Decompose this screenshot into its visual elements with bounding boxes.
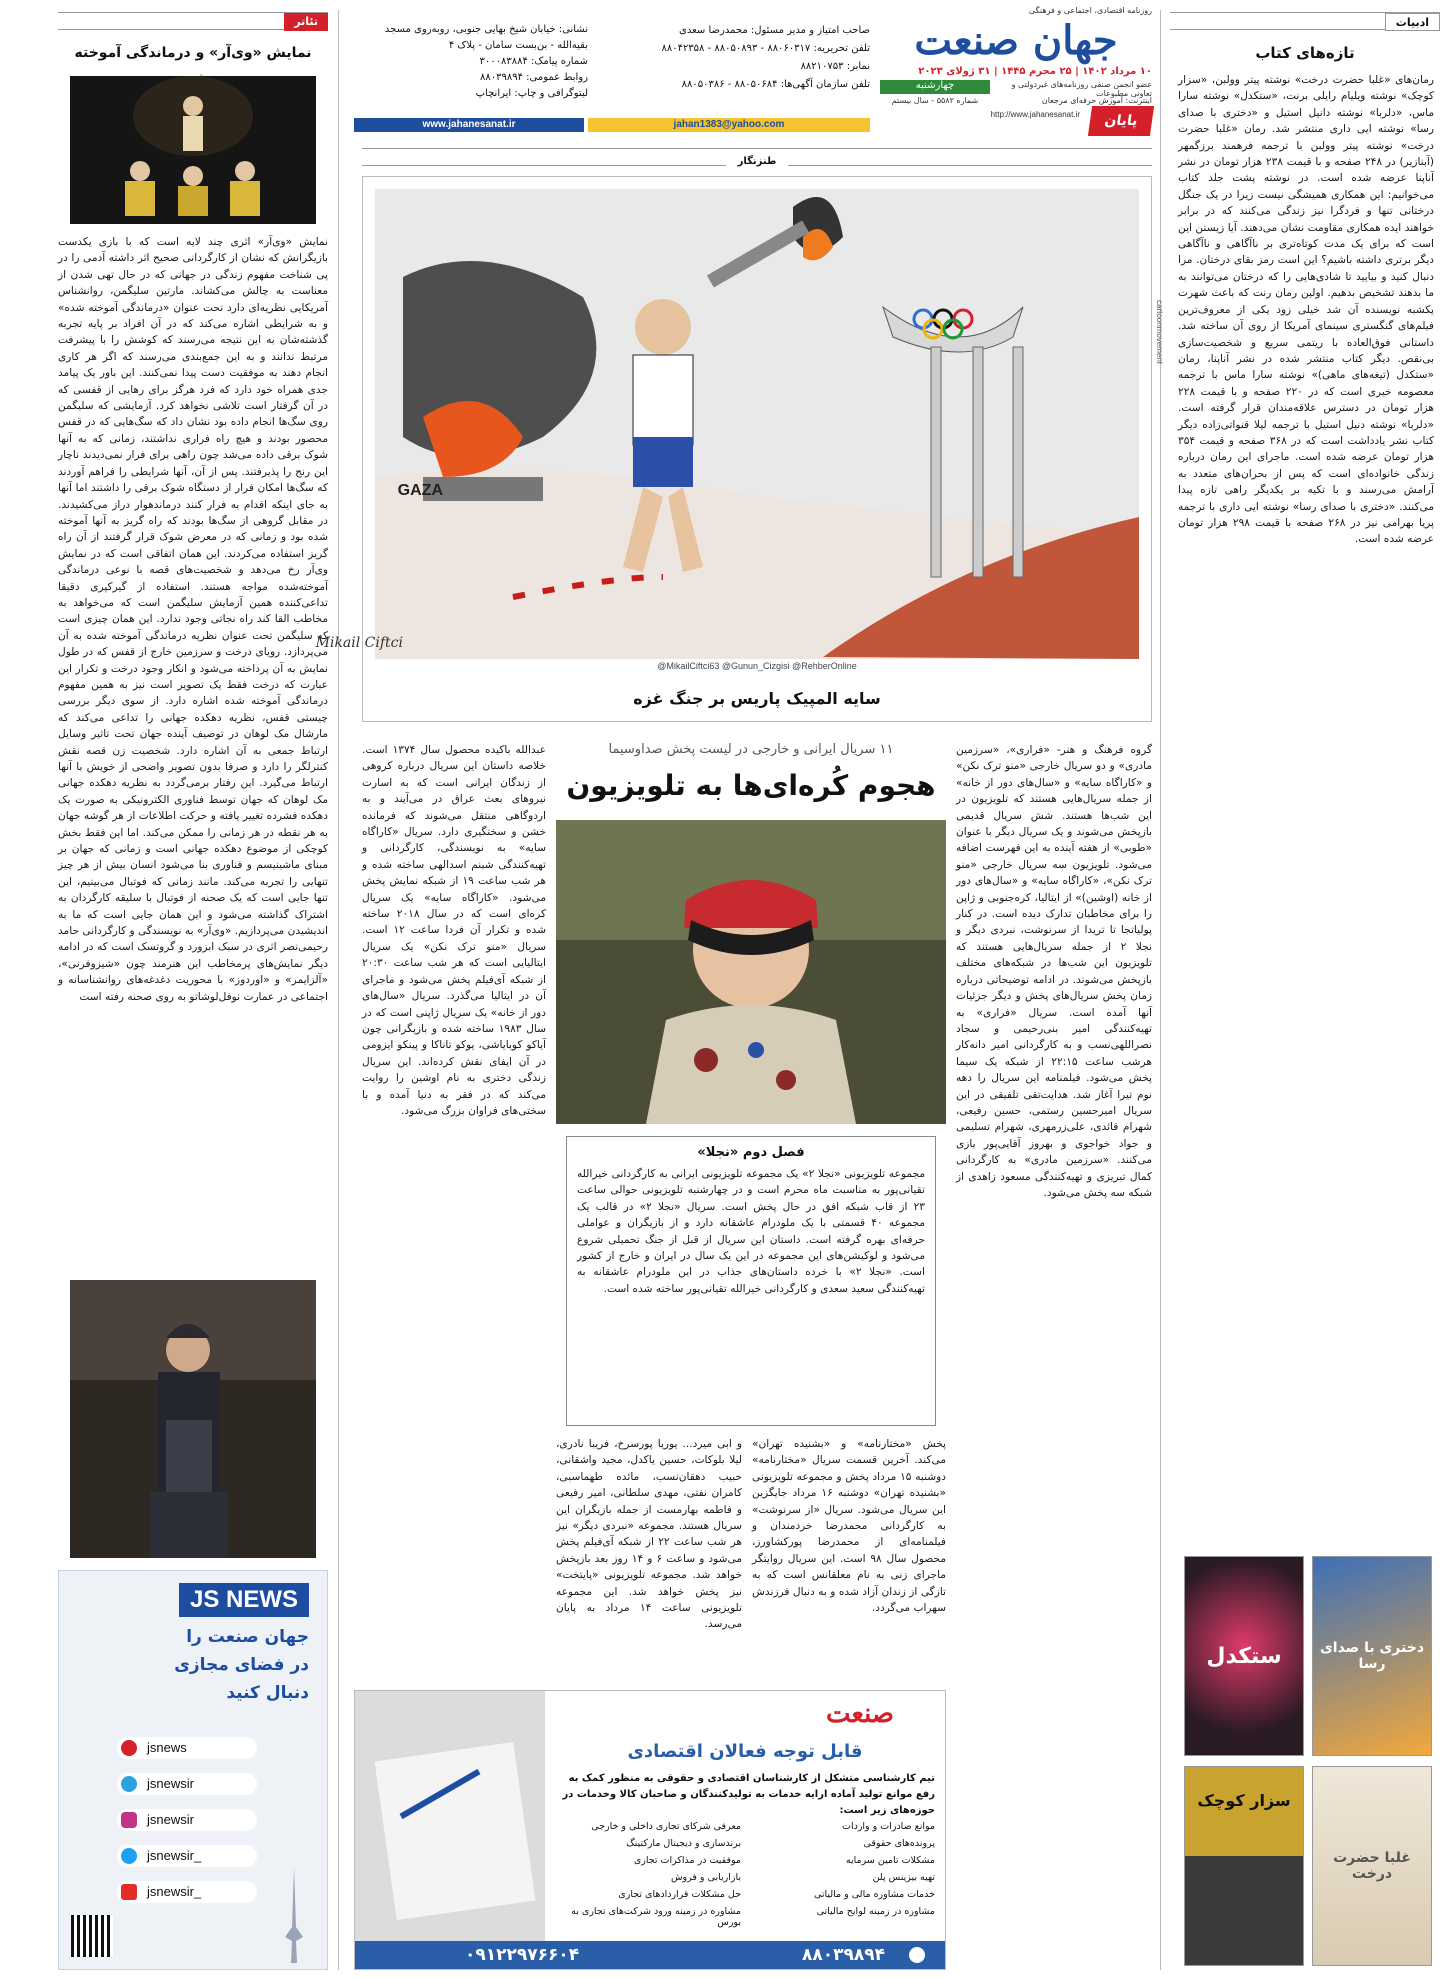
social-row-telegram[interactable]: jsnewsir — [117, 1773, 257, 1795]
masthead-contacts-1 — [594, 22, 870, 114]
tv-article-col2: عبدالله باکیده محصول سال ۱۳۷۴ است. خلاصه داستان این سریال درباره کروهی از زندگان ایرانی است که به اسارت نیروهای بعث عراق در می‌آیند و به اردوگاهی منتقل می‌شوند که فرمانده خشن و سختگیری دارد. سریال «کاراگاه سایه» به نویسندگی، کارگردانی و تهیه‌کنندگی شبنم اسدالهی ساخته شده و هر شب ساعت ۱۹ از شبکه نمایش پخش می‌شود. «کاراگاه سایه» یک سریال کره‌ای است که در سال ۲۰۱۸ ساخته شده و تکرار آن فردا ساعت ۱۲ است. سریال «منو ترک نکن» یک سریال ایتالیایی است که هر شب ساعت ۲۰:۳۰ از شبکه آی‌فیلم پخش می‌شود و ماجرای آن در ایتالیا می‌گذرد. سریال «سال‌های دور از خانه» یک سریال ژاپنی است که در سال ۱۹۸۳ ساخته شده و بازیگرانی چون آیاکو کوبایاشی، یوکو تاناکا و پینکو ایزومی در آن ایفای نقش کرده‌اند. این سریال زندگی دختری به نام اوشین را روایت می‌کند که در فقر به دنیا آمده و با سختی‌های فراوان بزرگ می‌شود. — [362, 744, 546, 1117]
ad-service-item: مشاوره در زمینه لوایح مالیاتی — [816, 1906, 935, 1917]
social-row-youtube[interactable]: jsnewsir_ — [117, 1881, 257, 1903]
twitter-icon — [121, 1848, 137, 1864]
masthead-issue: شماره ۵۵۸۲ - سال بیستم — [891, 96, 979, 105]
tv-article-col1: گروه فرهنگ و هنر- «فراری»، «سرزمین مادری» و دو سریال خارجی «منو ترک نکن» و «کاراگاه سایه» و «سال‌های دور از خانه» از جمله سریال‌هایی هستند که تلویزیون در این شب‌ها هستند. شش سریال قدیمی بازپخش می‌شوند و یک سریال دیگر با عنوان «طوبی» از هفته آینده به این فهرست اضافه می‌شود. تلویزیون سه سریال خارجی «منو ترک نکن»، «کاراگاه سایه» و «سال‌های دور از خانه (اوشین)» از ایتالیا، کره‌جنوبی و ژاپن را برای مخاطبان تدارک دیده است. در کنار پولیاتجا تا تریدا از سرنوشت، نبردی دیگر و نجلا ۲ از جمله سریال‌هایی هستند که تلویزیون این شب‌ها در شبکه‌های مختلف بازپخش می‌شوند. در ادامه توضیحاتی درباره زمان پخش سریال‌های پخش و دیگر جزئیات آنها آمده است. سریال «فراری» به تهیه‌کنندگی امیر بنی‌رحیمی و سجاد نصراللهی‌نسب و به کارگردانی امیر دانه‌کار هرشب ساعت ۲۲:۱۵ از شبکه یک سیما پخش می‌شود. فیلمنامه این سریال را دهه نوم تیرا آغاز شد. هدایت‌تقی تلفیقی در این سریال امیرحسین رستمی، حسین رفیعی، شهرام قائدی، علی‌زرمهری، شهرام تسلیمی و جواد خواجوی و بهروز آقایی‌پور بازی می‌کنند. «سرزمین مادری» به کارگردانی کمال تبریزی و تهیه‌کنندگی مسعود زاهدی از شبکه سه پخش می‌شود. — [956, 744, 1152, 1199]
ad-service-item: خدمات مشاوره مالی و مالیاتی — [813, 1889, 935, 1900]
ad-service-item: مشکلات تامین سرمایه — [845, 1855, 935, 1866]
masthead-date: ۱۰ مرداد ۱۴۰۲ | ۲۵ محرم ۱۴۴۵ | ۳۱ ژولای ۲۰۲۳ — [918, 66, 1152, 77]
back-page-badge: پایان نامه — [1088, 106, 1154, 136]
tv-article-photo — [556, 820, 946, 1124]
tv-article-col3: پخش «مختارنامه» و «بشنیده تهران» می‌کند. آخرین قسمت سریال «مختارنامه» دوشنبه ۱۵ مرداد پخش و مجموعه تلویزیونی «بشنیده تهران» دوشنبه ۱۶ مرداد جایگزین این سریال می‌شود. سریال «از سرنوشت» به کارگردانی محمدرضا خردمندان و فیلمنامه‌ای از محمدرضا پورکشاورز، محصول سال ۹۸ است. این سریال روایتگر ماجرای زنی به نام معلقانس است که به تازگی از زندان آزاد شده و به دنبال فرزندش سهراب می‌گردد. — [752, 1438, 946, 1615]
cartoon-handles: @MikailCiftci63 @Gunun_Cizgisi @RehberOnline — [657, 661, 857, 671]
editorial-phones: تلفن تحریریه: ۸۸۰۶۰۳۱۷ - ۸۸۰۵۰۸۹۳ - ۸۸۰۴۲۳۵۸ — [661, 43, 870, 54]
cartoon-side-credit: cartoonmovement — [1155, 300, 1164, 365]
tv-article-title: هجوم کُره‌ای‌ها به تلویزیون — [566, 769, 936, 802]
korean-girl-illustration — [556, 820, 946, 1124]
stage-actors-illustration — [70, 76, 316, 224]
jsnews-slogan-1: جهان صنعت را — [186, 1627, 309, 1647]
literature-section-bar — [1170, 12, 1440, 30]
theater-article-title: نمایش «وی‌آر» و درماندگی آموخته — [74, 45, 312, 61]
section-tag-cartoon: طنزنگار — [726, 154, 789, 170]
ad-logo: صنعت — [826, 1699, 894, 1729]
ad-service-item: مشاوره در زمینه ورود شرکت‌های تجاری به بورس — [571, 1906, 741, 1928]
telegram-icon — [121, 1776, 137, 1792]
gaza-label: GAZA — [397, 482, 443, 499]
book-title-1: دختری با صدای رسا — [1313, 1557, 1431, 1755]
pr-line: روابط عمومی: ۸۸۰۳۹۸۹۴ — [479, 72, 588, 83]
ad-phone-mobile[interactable]: ۰۹۱۲۲۹۷۶۶۰۴ — [465, 1945, 580, 1965]
print-line: لیتوگرافی و چاپ: ایرانچاپ — [475, 88, 588, 99]
ad-phone-bar — [355, 1941, 945, 1969]
consulting-ad — [354, 1690, 946, 1970]
masthead-logo: جهان صنعت — [914, 17, 1118, 64]
ad-intro: تیم کارشناسی متشکل از کارشناسان اقتصادی و حقوقی به منظور کمک به رفع موانع تولید آماده ارایه خدمات به تولیدکنندگان و صاحبان کالا وخدمات در حوزه‌های زیر است: — [562, 1773, 935, 1816]
ad-service-item: پرونده‌های حقوقی — [863, 1838, 935, 1849]
books-article-title: تازه‌های کتاب — [1255, 44, 1355, 62]
ads-phone-line: تلفن سازمان آگهی‌ها: ۸۸۰۵۰۶۸۴ - ۸۸۰۵۰۳۸۶ — [681, 79, 870, 90]
publisher-line: صاحب امتیاز و مدیر مسئول: محمدرضا سعدی — [679, 25, 870, 36]
book-title-3: غلبا حضرت درخت — [1313, 1767, 1431, 1965]
masthead-tagline: روزنامه اقتصادی، اجتماعی و فرهنگی — [1028, 6, 1152, 15]
website-bar[interactable]: www.jahanesanat.ir — [354, 118, 584, 132]
ad-service-item: تهیه بیزینس پلن — [872, 1872, 935, 1883]
book-title-2: ستکدل — [1185, 1557, 1303, 1755]
social-row-instagram[interactable]: jsnewsir — [117, 1809, 257, 1831]
ad-services-list — [555, 1821, 935, 1939]
phone-icon — [909, 1947, 925, 1963]
jsnews-slogan-2: در فضای مجازی — [174, 1655, 309, 1675]
actress-portrait-illustration — [70, 1280, 316, 1558]
masthead-weekday: چهارشنبه — [880, 80, 990, 94]
instagram-icon — [121, 1812, 137, 1828]
ad-service-item: معرفی شرکای تجاری داخلی و خارجی — [591, 1821, 741, 1832]
ad-phone-main[interactable]: ۸۸۰۳۹۸۹۴ — [801, 1945, 885, 1965]
olympic-gaza-cartoon — [315, 177, 1151, 677]
masthead-site: http://www.jahanesanat.ir — [990, 110, 1080, 119]
masthead-contacts-2 — [354, 22, 588, 114]
aparat-icon — [121, 1740, 137, 1756]
tv-article-col4: و ابی میرد... یوریا پورسرخ، فریبا نادری، لیلا بلوکات، حسین یاکدل، مجید واشقانی، حبیب دهقان‌نسب، مائده طهماسبی، کامران نفتی، مهدی سلطانی، امیر رفیعی و فاطمه بهارمست از جمله بازیگران این سریال هستند. مجموعه «نبردی دیگر» نیز هر شب ساعت ۲۲ از شبکه آی‌فیلم پخش می‌شود و ساعت ۶ و ۱۴ روز بعد بازپخش خواهد شد. مجموعه تلویزیونی «پایتخت» نیز پخش خواهد شد. این مجموعه تلویزیونی ساعت ۱۴ مرداد به پایان می‌رسد. — [556, 1438, 743, 1631]
masthead-partner: عضو انجمن صنفی روزنامه‌های غیردولتی و تعاونی مطبوعات — [1011, 80, 1152, 98]
cartoon-frame — [315, 176, 1152, 722]
ad-headline: قابل توجه فعالان اقتصادی — [627, 1741, 863, 1762]
address-line: نشانی: خیابان شیخ بهایی جنوبی، روبه‌روی مسجد بقیه‌الله - بن‌بست سامان - پلاک ۴ — [384, 24, 588, 51]
sms-line: شماره پیامک: ۳۰۰۰۸۳۸۸۴ — [479, 56, 588, 67]
ad-service-item: حل مشکلات قراردادهای تجاری — [618, 1889, 741, 1900]
ad-service-item: موفقیت در مذاکرات تجاری — [633, 1855, 741, 1866]
ad-service-item: موانع صادرات و واردات — [842, 1821, 935, 1832]
ad-photo-handwriting — [355, 1691, 545, 1941]
theater-photo-1 — [70, 76, 316, 224]
theater-article-body: نمایش «وی‌آر» اثری چند لایه است که با بازی یکدست بازیگرانش که نشان از کارگردانی صحیح اثر داشته آدمی را در پی شناخت مفهوم زندگی در جهانی که در حال تهی شدن از معناست به چالش می‌کشاند. مارتین سلیگمن، روانشناس آمریکایی نظریه‌ای دارد تحت عنوان «درماندگی آموخته شده» و به شرایطی اشاره می‌کند که در آن افراد بر پایه تجربه گذشته‌شان به این نتیجه می‌رسند که کوشش را با پیشرفت مرتبط ندانند و به این جمع‌بندی می‌رسند که اگر هر کاری انجام دهند به موفقیت دست پیدا نمی‌کنند. این باور یک پیامد جدی همراه خود دارد که فرد هرگز برای رهایی از قفسی که در آن گرفتار است تلاشی نخواهد کرد. آزمایشی که سلیگمن روی سگ‌ها انجام داده بود نشان داد که سگ‌هایی که در قفس محصور بودند و هیچ راه فراری نداشتند، زمانی که به آنها شوک برقی داده می‌شد چون راهی برای فرار نمی‌دیدند ناچار این رنج را پذیرفتند. پس از آن، آنها شرایطی را فراهم آوردند که سگ‌ها امکان فرار از دستگاه شوک برقی را داشتند اما آنها به جای اینکه اقدام به فرار کنند درماندهوار دراز می‌کشیدند. در مقابل گروهی از سگ‌ها بودند که راه گریز به آنها آموخته شده بود و زمانی که در معرض شوک قرار گرفتند از آن راه گریز استفاده می‌کردند. این همان اتفاقی است که در نمایش وی‌آر رخ می‌دهد و شخصیت‌های قصه با نوعی درماندگی آموخته‌شده مواجه هستند. استفاده از گیرکپری دقیقا تداعی‌کننده همین آزمایش سلیگمن است که می‌خواهد به مخاطب القا کند راه نجاتی وجود ندارد. این همان چیزی است که سلیگمن تحت عنوان نظریه درماندگی آموخته شده به آن می‌پردازد. رویای درخت و سرزمین خارج از قفس که در طول نمایش به آن پرداخته می‌شود و انکار وجود درخت و تکرار این عبارت که درخت فقط یک تصویر است نیز به همین مفهوم درماندگی آموخته شده اشاره دارد. از سوی دیگر بررسی چیستی قفس، نظریه دهکده جهانی را تداعی می‌کند که مارشال مک لوهان در توصیف آینده جهان تحت تاثیر وسایل ارتباط جمعی به آن اشاره دارد. شخصیت زن قصه نقش کنترلگر را دارد و صرفا بدون تصویر واضحی از خویش با آنها ارتباط می‌گیرد. این رفتار برمی‌گردد به نظریه دهکده جهانی مک لوهان که جهان توسط فناوری الکترونیکی به صورت یک دهکده فشرده تغییر یافته و حرکت اطلاعات از هر گوشه جهان به هر نقطه در هر زمانی را ممکن می‌کند. اما این فقط بخش کوچکی از موضوع دهکده جهانی است و زمانی که جهان بر مبنای ماشینیسم و فناوری بنا می‌شود انسان بیش از هر چیز تنهایی را تجربه می‌کند. مانند زمانی که فوتبال می‌بینیم، این تنها جایی است که یک صحنه از فوتبال با سلیقه کارگردان به اشتراک گذاشته می‌شود و این همان جایی است که ما به اندیشیدن می‌پردازیم. «وی‌آر» به نویسندگی و کارگردانی حامد رحیمی‌نصر اثری در سبک ابزورد و گروتسک است که در ادامه دیگر نمایش‌های پرمخاطب این هنرمند چون «شیزوفرنی»، «آلزایمر» و «اوردوز» با محوریت دغدغه‌های روانشناسانه و اجتماعی در عمارت نوفل‌لوشاتو به روی صحنه رفته است — [58, 236, 328, 1003]
book-cover-1 — [1312, 1556, 1432, 1756]
ad-service-item: بازاریابی و فروش — [670, 1872, 741, 1883]
najla-box-title: فصل دوم «نجلا» — [697, 1145, 805, 1160]
email-bar[interactable]: jahan1383@yahoo.com — [588, 118, 870, 132]
books-article-body: رمان‌های «غلبا حضرت درخت» نوشته پیتر وولبن، «سزار کوچک» نوشته ویلیام رایلی برنت، «ستکدل» نوشته سارا ماس، «دلربا» نوشته دانیل استیل و «دختری با صدای رسا» نوشته ایی داری منتشر شد. رمان «غلبا حضرت درخت» نوشته پیتر وولبن با ترجمه فرهمند برزگمهر (آبنازیر) در ۲۴۸ صفحه و با قیمت ۲۳۸ هزار تومان در نشر آناپنا عرضه شده است. در نوشته پشت جلد کتاب می‌خوانیم: این همکاری همیشگی نیست زیرا در یک جنگل درختانی تنها و فردگرا نیز زندگی می‌کنند که در برابر خواهند ایده همکاری مقاومت نشان می‌دهند. آیا زیستن این است که برای یک مدت کوتاه‌تری بر ناآگاهی و ناآگاهی دیگر برتری داشته باشیم؟ این است رمز بقای درختان. مرا دنبال کنید و بیایید تا شادی‌هایی را که درختان می‌توانند به ما بدهند تشخیص بدهیم. اولین رمان رنت که باعث شهرت یکشبه نویسنده آن شد خیلی زود یکی از معروف‌ترین فیلم‌های گنگستری سینمای آمریکا از روی آن ساخته شد. داستانی فوق‌العاده با ریتمی سریع و شخصیت‌سازی بی‌نقص. دیگر کتاب منتشر شده در نشر آناپنا، رمان «ستکدل (تیغه‌های ماهی)» نوشته سارا ماس با ترجمه معصومه خیری است که در ۲۲۰ صفحه و با قیمت ۲۲۸ هزار تومان در دسترس علاقه‌مندان قرار گرفته است. «دلربا» نوشته دنیل استیل با ترجمه لیلا قنواتی‌زاده دیگر کتاب نشر یادداشت است که در ۳۶۸ صفحه و قیمت ۳۵۴ هزار تومان عرضه شده است. ماجرای این رمان درباره زندگی خانواده‌ای است که پس از بحران‌های متعدد به آرامش می‌رسند و با تکیه بر یکدیگر راهی تازه پیدا می‌کنند. «دختری با صدای رسا» نوشته ایی داری با ترجمه پریا بهرامی نیز در ۲۶۸ صفحه با قیمت ۲۹۸ هزار تومان عرضه شده است. — [1178, 74, 1434, 546]
masthead-rep: اینترنت: آموزش حرفه‌ای مرجعان — [1041, 96, 1152, 105]
tv-article-kicker: ۱۱ سریال ایرانی و خارجی در لیست پخش صداوسیما — [608, 742, 894, 757]
book-cover-3 — [1312, 1766, 1432, 1966]
cartoon-caption: سایه المپیک پاریس بر جنگ غزه — [633, 689, 881, 708]
youtube-icon — [121, 1884, 137, 1900]
section-tag-theater: تئاتر — [284, 13, 328, 31]
qr-code-icon — [71, 1915, 113, 1957]
najla-box — [566, 1136, 936, 1426]
jsnews-slogan-3: دنبال کنید — [226, 1683, 309, 1703]
jsnews-logo: JS NEWS — [179, 1583, 309, 1617]
theater-section-bar — [58, 12, 328, 30]
section-tag-literature: ادبیات — [1385, 13, 1440, 31]
cartoonist-signature: Mikail Ciftci — [315, 635, 403, 651]
book-cover-2 — [1184, 1556, 1304, 1756]
book-title-4: سزار کوچک — [1185, 1767, 1303, 1965]
social-row-twitter[interactable]: jsnewsir_ — [117, 1845, 257, 1867]
theater-photo-2 — [70, 1280, 316, 1558]
cartoon-section-bar — [362, 148, 1152, 166]
book-cover-4 — [1184, 1766, 1304, 1966]
ad-service-item: برندسازی و دیجیتال مارکتینگ — [626, 1838, 741, 1849]
fax-line: نمابر: ۸۸۲۱۰۷۵۳ — [800, 61, 870, 72]
social-row-aparat[interactable]: jsnews — [117, 1737, 257, 1759]
jsnews-box — [58, 1570, 328, 1970]
milad-tower-icon — [269, 1867, 319, 1963]
najla-box-body: مجموعه تلویزیونی «نجلا ۲» یک مجموعه تلویزیونی ایرانی به کارگردانی خیرالله تقیانی‌پور به مناسبت ماه محرم است و در چهارشنبه تلویزیونی حوالی ساعت ۲۳ از قاب شبکه افق در حال پخش است. سریال «نجلا ۲» در قالب یک مجموعه ۴۰ قسمتی با یک ملودرام عاشقانه دارد و از بازیگران و عواملی حرفه‌ای بهره گرفته است. داستان این سریال از قبل از جنگ تحمیلی شروع می‌شود و لوکیشن‌های این مجموعه در این یک سال در ایران و خارج از کشور است. «نجلا ۲» با خرده داستان‌های جذاب در این ملودرام عاشقانه به تهیه‌کنندگی سعید سعدی و کارگردانی خیرالله تقیانی‌پور ساخته شده است. — [577, 1168, 925, 1295]
